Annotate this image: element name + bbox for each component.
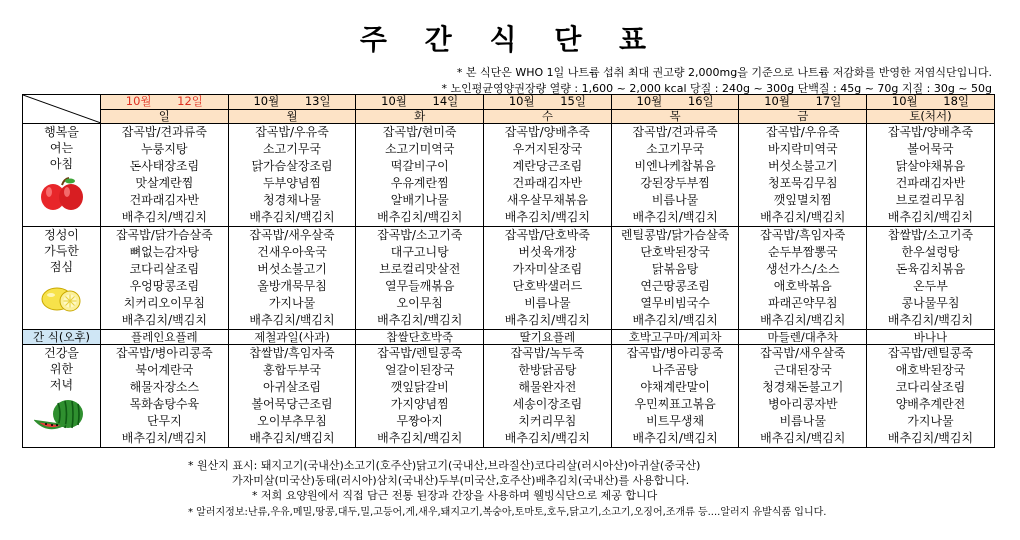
page-title: 주 간 식 단 표 [359,23,661,56]
apple-icon [39,176,85,212]
weekday-cell: 목 [611,109,739,124]
lemon-icon [39,279,85,315]
dinner-cell: 잡곡밥/병아리콩죽 나주곰탕 야채계란말이 우민찌표고볶음 비트무생채 배추김치/백김치 [611,345,739,448]
snack-cell: 딸기요플레 [484,330,612,345]
dinner-cell: 찹쌀밥/흑임자죽 홍합두부국 아귀살조림 볼어묵당근조림 오이부추무침 배추김치/백김치 [228,345,356,448]
lunch-cell: 찹쌀밥/소고기죽 한우설렁탕 돈육김치볶음 온두부 콩나물무침 배추김치/백김치 [867,227,995,330]
lunch-cell: 잡곡밥/흑임자죽 순두부짬뽕국 생선가스/소스 애호박볶음 파래곤약무침 배추김치/백김치 [739,227,867,330]
lunch-cell: 잡곡밥/닭가슴살죽 뼈없는감자탕 코다리살조림 우엉땅콩조림 치커리오이무침 배추김치/백김치 [101,227,229,330]
lunch-cell: 잡곡밥/소고기죽 대구고니탕 브로컬리맛살전 열무들깨볶음 오이무침 배추김치/백김치 [356,227,484,330]
snack-cell: 플레인요플레 [101,330,229,345]
dinner-cell: 잡곡밥/병아리콩죽 북어계란국 해물자장소스 목화솜탕수육 단무지 배추김치/백김치 [101,345,229,448]
homemade-sauce-note: * 저희 요양원에서 직접 담근 전통 된장과 간장을 사용하며 웰빙식단으로 제공 합니다 [252,489,658,502]
breakfast-cell: 잡곡밥/현미죽 소고기미역국 떡갈비구이 우유계란찜 알배기나물 배추김치/백김치 [356,124,484,227]
date-cell: 10월 14일 [356,95,484,110]
lunch-cell: 잡곡밥/새우살죽 건새우아욱국 버섯소불고기 올방개묵무침 가지나물 배추김치/백김치 [228,227,356,330]
snack-cell: 찹쌀단호박죽 [356,330,484,345]
snack-cell: 제철과일(사과) [228,330,356,345]
dinner-cell: 잡곡밥/녹두죽 한방닭곰탕 해물완자전 세송이장조림 치커리무침 배추김치/백김치 [484,345,612,448]
watermelon-icon [34,397,90,433]
weekday-cell: 일 [101,109,229,124]
dinner-cell: 잡곡밥/렌틸콩죽 얼갈이된장국 깻잎닭갈비 가지양념찜 무짱아지 배추김치/백김치 [356,345,484,448]
diagonal-line [23,95,101,123]
origin-note-continued: 가자미살(미국산)동태(러시아)삼치(국내산)두부(미국산,호주산)배추김치(국내산)를 사용합니다. [232,474,690,487]
date-cell: 10월 13일 [228,95,356,110]
snack-label: 간 식(오후) [23,330,101,345]
dinner-label: 건강을 위한 저녁 [23,345,101,448]
date-cell: 10월 15일 [484,95,612,110]
weekday-cell: 토(처서) [867,109,995,124]
dinner-cell: 잡곡밥/새우살죽 근대된장국 청경채돈불고기 병아리콩자반 비름나물 배추김치/백김치 [739,345,867,448]
allergy-note: * 알러지정보:난류,우유,메밀,땅콩,대두,밀,고등어,게,새우,돼지고기,복숭아,토마토,호두,닭고기,소고기,오징어,조개류 등....알러지 유발식품 입니다. [188,507,827,518]
snack-cell: 마들렌/대추차 [739,330,867,345]
dinner-cell: 잡곡밥/렌틸콩죽 애호박된장국 코다리살조림 양배추계란전 가지나물 배추김치/백김치 [867,345,995,448]
dinner-row [23,345,995,448]
weekday-row [23,109,995,124]
lunch-label: 정성이 가득한 점심 [23,227,101,330]
breakfast-label: 행복을 여는 아침 [23,124,101,227]
breakfast-row [23,124,995,227]
breakfast-cell: 잡곡밥/우유죽 소고기무국 닭가슴살장조림 두부양념찜 청경채나물 배추김치/백김치 [228,124,356,227]
breakfast-cell: 잡곡밥/양배추죽 볼어묵국 닭살야채볶음 건파래김자반 브로컬리무침 배추김치/백김치 [867,124,995,227]
sodium-note: * 본 식단은 WHO 1일 나트륨 섭취 최대 권고량 2,000mg을 기준으로 나트륨 저감화를 반영한 저염식단입니다. [456,66,992,79]
breakfast-cell: 잡곡밥/견과류죽 누룽지탕 돈사태장조림 맛살계란찜 건파래김자반 배추김치/백김치 [101,124,229,227]
lunch-row [23,227,995,330]
date-cell: 10월 16일 [611,95,739,110]
date-cell: 10월 17일 [739,95,867,110]
date-cell: 10월 12일 [101,95,229,110]
date-row [23,95,995,110]
nutrition-note: * 노인평균영양권장량 열량 : 1,600 ~ 2,000 kcal 당질 : 240g ~ 300g 단백질 : 45g ~ 70g 지질 : 30g ~ 50g [441,82,992,95]
breakfast-cell: 잡곡밥/견과류죽 소고기무국 비엔나케찹볶음 강된장두부찜 비름나물 배추김치/백김치 [611,124,739,227]
weekday-cell: 화 [356,109,484,124]
date-cell: 10월 18일 [867,95,995,110]
lunch-cell: 잡곡밥/단호박죽 버섯육개장 가자미살조림 단호박샐러드 비름나물 배추김치/백김치 [484,227,612,330]
breakfast-cell: 잡곡밥/양배추죽 우거지된장국 계란당근조림 건파래김자반 새우살무채볶음 배추김치/백김치 [484,124,612,227]
weekly-menu-table [22,94,995,448]
snack-row [23,330,995,345]
lunch-cell: 렌틸콩밥/닭가슴살죽 단호박된장국 닭볶음탕 연근땅콩조림 열무비빔국수 배추김치/백김치 [611,227,739,330]
header-corner [23,95,101,124]
origin-note: * 원산지 표시: 돼지고기(국내산)소고기(호주산)닭고기(국내산,브라질산)코다리살(러시아산)아귀살(중국산) [188,459,701,472]
snack-cell: 호박고구마/계피차 [611,330,739,345]
snack-cell: 바나나 [867,330,995,345]
weekday-cell: 수 [484,109,612,124]
breakfast-cell: 잡곡밥/우유죽 바지락미역국 버섯소불고기 청포묵김무침 깻잎멸치찜 배추김치/백김치 [739,124,867,227]
weekday-cell: 금 [739,109,867,124]
weekday-cell: 월 [228,109,356,124]
